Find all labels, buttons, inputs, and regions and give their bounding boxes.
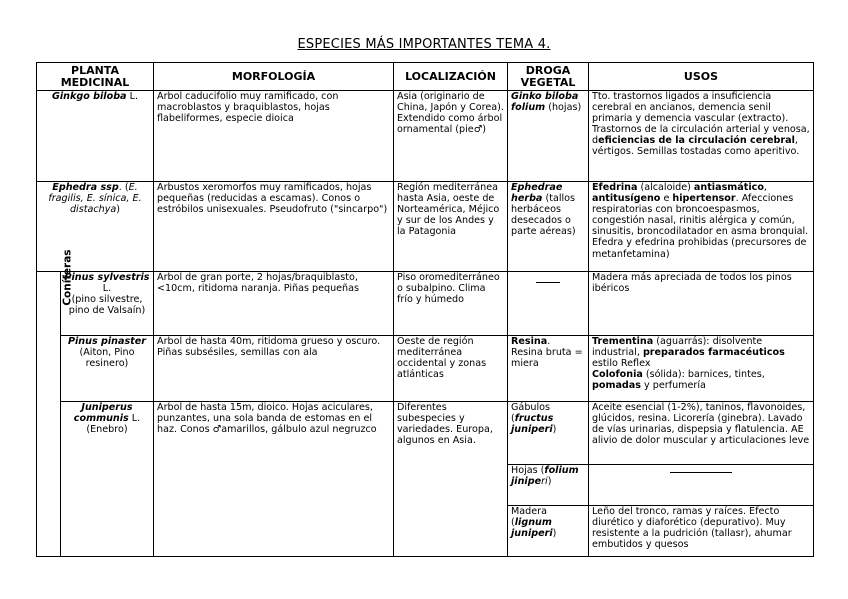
- table-row-pinus-sylvestris: [37, 272, 814, 336]
- table-row-ginkgo: [37, 91, 814, 182]
- plant-ginkgo: Ginkgo biloba L.: [37, 91, 154, 182]
- localizacion-pinus-sylvestris: Piso oromediterráneo o subalpino. Clima frío y húmedo: [394, 272, 508, 336]
- group-coniferas: [37, 249, 74, 557]
- header-usos: USOS: [589, 63, 814, 91]
- plant-juniperus: Juniperus communis L. (Enebro): [61, 402, 154, 557]
- species-table: [36, 62, 814, 557]
- empty-line: [670, 472, 732, 473]
- table-row-ephedra: [37, 182, 814, 272]
- empty-dash: [536, 282, 560, 283]
- usos-ginkgo: Tto. trastornos ligados a insuficiencia cerebral en ancianos, demencia senil primaria y demencia vascular (extracto). Trastornos de la circulación arterial y venosa, deficiencias de la circulación cerebral, vértigos. Semillas tostadas como aperitivo.: [589, 91, 814, 182]
- localizacion-ginkgo: Asia (originario de China, Japón y Corea). Extendido como árbol ornamental (pie♂): [394, 91, 508, 182]
- morfologia-juniperus: Árbol de hasta 15m, dioico. Hojas aciculares, punzantes, una sola banda de estomas en el haz. Conos ♂amarillos, gálbulo azul negruzco: [154, 402, 394, 557]
- usos-juniperus-folium: [589, 465, 814, 506]
- table-row-pinus-pinaster: [37, 336, 814, 402]
- plant-ephedra: Ephedra ssp. (E. fragilis, E. sínica, E. distachya): [37, 182, 154, 272]
- group-label: Coníferas: [61, 249, 74, 306]
- header-row: [37, 63, 814, 91]
- morfologia-ginkgo: Árbol caducifolio muy ramificado, con macroblastos y braquiblastos, hojas flabeliformes, especie dioica: [154, 91, 394, 182]
- localizacion-ephedra: Región mediterránea hasta Asia, oeste de Norteamérica, Méjico y sur de los Andes y la Patagonia: [394, 182, 508, 272]
- droga-ginkgo: Ginko biloba folium (hojas): [508, 91, 589, 182]
- droga-juniperus-fructus: Gábulos (fructus juniperi): [508, 402, 589, 465]
- header-planta: PLANTA MEDICINAL: [37, 63, 154, 91]
- header-morfologia: MORFOLOGÍA: [154, 63, 394, 91]
- usos-juniperus-fructus: Aceite esencial (1-2%), taninos, flavonoides, glúcidos, resina. Licorería (ginebra). Lavado de vías urinarias, dispepsia y flatulencia. AE alivio de dolor muscular y articulaciones leve: [589, 402, 814, 465]
- table-row-juniperus-fructus: [37, 402, 814, 465]
- page-title: ESPECIES MÁS IMPORTANTES TEMA 4.: [297, 37, 551, 52]
- droga-juniperus-lignum: Madera (lignum juniperi): [508, 506, 589, 557]
- droga-pinus-pinaster: Resina. Resina bruta = miera: [508, 336, 589, 402]
- header-localizacion: LOCALIZACIÓN: [394, 63, 508, 91]
- plant-pinus-sylvestris: Pinus sylvestris L. (pino silvestre, pino de Valsaín): [61, 272, 154, 336]
- usos-ephedra: Efedrina (alcaloide) antiasmático, antitusígeno e hipertensor. Afecciones respiratorias con broncoespasmos, congestión nasal, rinitis alérgica y común, sinusitis, broncodilatador en asma bronquial. Efedra y efedrina prohibidas (precursores de metanfetamina): [589, 182, 814, 272]
- droga-juniperus-folium: Hojas (folium jiniperi): [508, 465, 589, 506]
- localizacion-juniperus: Diferentes subespecies y variedades. Europa, algunos en Asia.: [394, 402, 508, 557]
- usos-pinus-pinaster: Trementina (aguarrás): disolvente industrial, preparados farmacéuticos estilo Reflex Colofonia (sólida): barnices, tintes, pomadas y perfumería: [589, 336, 814, 402]
- usos-juniperus-lignum: Leño del tronco, ramas y raíces. Efecto diurético y diaforético (depurativo). Muy resistente a la pudrición (tallasr), ahumar embutidos y quesos: [589, 506, 814, 557]
- droga-ephedra: Ephedrae herba (tallos herbáceos desecados o parte aéreas): [508, 182, 589, 272]
- morfologia-pinus-sylvestris: Árbol de gran porte, 2 hojas/braquiblasto, <10cm, ritidoma naranja. Piñas pequeñas: [154, 272, 394, 336]
- morfologia-ephedra: Arbustos xeromorfos muy ramificados, hojas pequeñas (reducidas a escamas). Conos o estróbilos unisexuales. Pseudofruto ("sincarpo"): [154, 182, 394, 272]
- plant-pinus-pinaster: Pinus pinaster (Aiton, Pino resinero): [61, 336, 154, 402]
- morfologia-pinus-pinaster: Árbol de hasta 40m, ritidoma grueso y oscuro. Piñas subsésiles, semillas con ala: [154, 336, 394, 402]
- localizacion-pinus-pinaster: Oeste de región mediterránea occidental y zonas atlánticas: [394, 336, 508, 402]
- header-droga: DROGA VEGETAL: [508, 63, 589, 91]
- droga-pinus-sylvestris: [508, 272, 589, 336]
- usos-pinus-sylvestris: Madera más apreciada de todos los pinos ibéricos: [589, 272, 814, 336]
